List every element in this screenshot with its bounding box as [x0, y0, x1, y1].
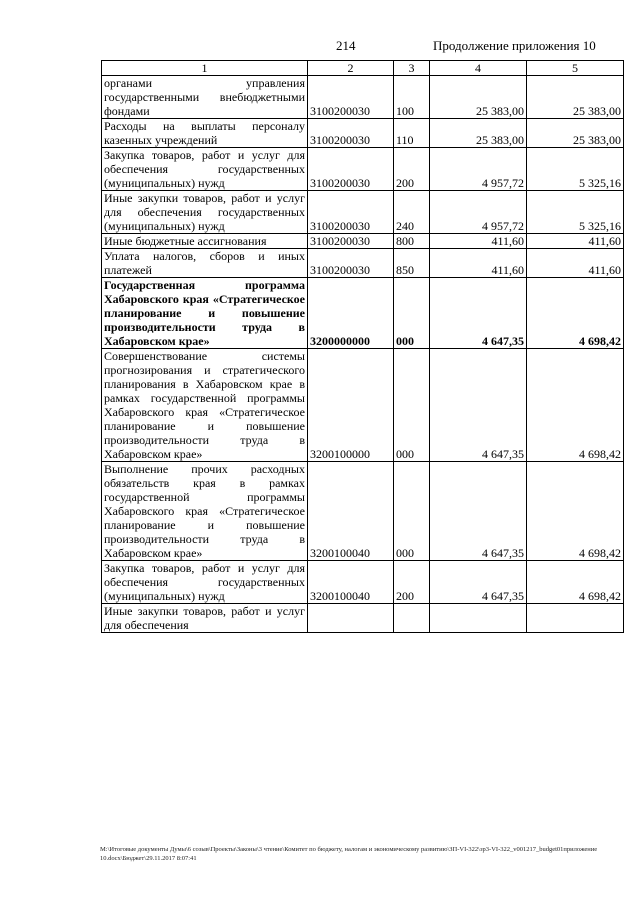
table-row	[102, 278, 624, 349]
row-code-cell: 3100200030	[308, 76, 394, 119]
table-row	[102, 191, 624, 234]
row-value-1-cell: 411,60	[430, 234, 527, 249]
budget-table	[101, 60, 624, 633]
table-row	[102, 76, 624, 119]
row-type-cell: 240	[394, 191, 430, 234]
row-value-1-cell: 25 383,00	[430, 119, 527, 148]
row-value-1-cell: 4 957,72	[430, 191, 527, 234]
row-name-cell: Государственная программа Хабаровского края «Стратегическое планирование и повышение производительности труда в Хабаровском крае»	[102, 278, 308, 349]
row-type-cell: 110	[394, 119, 430, 148]
row-name-cell: Закупка товаров, работ и услуг для обеспечения государственных (муниципальных) нужд	[102, 148, 308, 191]
row-name-cell: Совершенствование системы прогнозирования и стратегического планирования в Хабаровском крае в рамках государственной программы Хабаровского края «Стратегическое планирование и повышение производительности труда в Хабаровском крае»	[102, 349, 308, 462]
row-code-cell: 3100200030	[308, 234, 394, 249]
row-name-cell: Иные закупки товаров, работ и услуг для обеспечения	[102, 604, 308, 633]
table-row	[102, 604, 624, 633]
continuation-label: Продолжение приложения 10	[433, 38, 596, 53]
table-row	[102, 234, 624, 249]
row-code-cell: 3200100040	[308, 561, 394, 604]
row-type-cell: 850	[394, 249, 430, 278]
table-row	[102, 148, 624, 191]
table-body	[102, 76, 624, 633]
row-value-1-cell: 4 647,35	[430, 278, 527, 349]
row-value-2-cell: 4 698,42	[527, 349, 624, 462]
row-value-1-cell: 4 647,35	[430, 462, 527, 561]
table-row	[102, 119, 624, 148]
row-value-1-cell: 4 647,35	[430, 349, 527, 462]
page-number: 214	[336, 38, 356, 53]
row-type-cell: 000	[394, 278, 430, 349]
row-name-cell: Расходы на выплаты персоналу казенных учреждений	[102, 119, 308, 148]
row-code-cell	[308, 604, 394, 633]
row-code-cell: 3200100040	[308, 462, 394, 561]
row-value-2-cell: 25 383,00	[527, 76, 624, 119]
row-type-cell: 000	[394, 349, 430, 462]
row-value-2-cell: 411,60	[527, 249, 624, 278]
column-header: 2	[308, 61, 394, 76]
column-header: 3	[394, 61, 430, 76]
row-code-cell: 3100200030	[308, 119, 394, 148]
row-code-cell: 3100200030	[308, 191, 394, 234]
row-type-cell: 800	[394, 234, 430, 249]
row-type-cell: 100	[394, 76, 430, 119]
table-row	[102, 561, 624, 604]
table-row	[102, 349, 624, 462]
row-type-cell: 200	[394, 561, 430, 604]
row-value-1-cell: 4 647,35	[430, 561, 527, 604]
row-value-1-cell: 411,60	[430, 249, 527, 278]
row-value-2-cell: 411,60	[527, 234, 624, 249]
row-value-2-cell: 4 698,42	[527, 462, 624, 561]
row-name-cell: Уплата налогов, сборов и иных платежей	[102, 249, 308, 278]
document-path-footer: M:\Итоговые документы Думы\6 созыв\Проекты\Законы\3 чтение\Комитет по бюджету, налогам и экономическому развитию\ЗП-VI-322\зр3-VI-322_v001217_budget01приложение 10.docx\Бюджет\29.11.2017 8:07:41	[100, 846, 598, 862]
row-type-cell: 200	[394, 148, 430, 191]
row-name-cell: Иные закупки товаров, работ и услуг для обеспечения государственных (муниципальных) нужд	[102, 191, 308, 234]
column-header: 1	[102, 61, 308, 76]
row-value-2-cell: 5 325,16	[527, 191, 624, 234]
row-name-cell: органами управления государственными внебюджетными фондами	[102, 76, 308, 119]
row-value-2-cell: 4 698,42	[527, 278, 624, 349]
row-code-cell: 3200000000	[308, 278, 394, 349]
row-name-cell: Закупка товаров, работ и услуг для обеспечения государственных (муниципальных) нужд	[102, 561, 308, 604]
row-code-cell: 3100200030	[308, 249, 394, 278]
row-value-1-cell: 25 383,00	[430, 76, 527, 119]
row-value-2-cell: 4 698,42	[527, 561, 624, 604]
table-row	[102, 249, 624, 278]
row-value-1-cell	[430, 604, 527, 633]
row-name-cell: Выполнение прочих расходных обязательств края в рамках государственной программы Хабаровского края «Стратегическое планирование и повышение производительности труда в Хабаровском крае»	[102, 462, 308, 561]
row-value-1-cell: 4 957,72	[430, 148, 527, 191]
row-code-cell: 3200100000	[308, 349, 394, 462]
row-type-cell	[394, 604, 430, 633]
row-value-2-cell: 25 383,00	[527, 119, 624, 148]
row-type-cell: 000	[394, 462, 430, 561]
column-header: 4	[430, 61, 527, 76]
column-number-row	[102, 61, 624, 76]
row-name-cell: Иные бюджетные ассигнования	[102, 234, 308, 249]
table-row	[102, 462, 624, 561]
row-value-2-cell: 5 325,16	[527, 148, 624, 191]
row-code-cell: 3100200030	[308, 148, 394, 191]
column-header: 5	[527, 61, 624, 76]
row-value-2-cell	[527, 604, 624, 633]
